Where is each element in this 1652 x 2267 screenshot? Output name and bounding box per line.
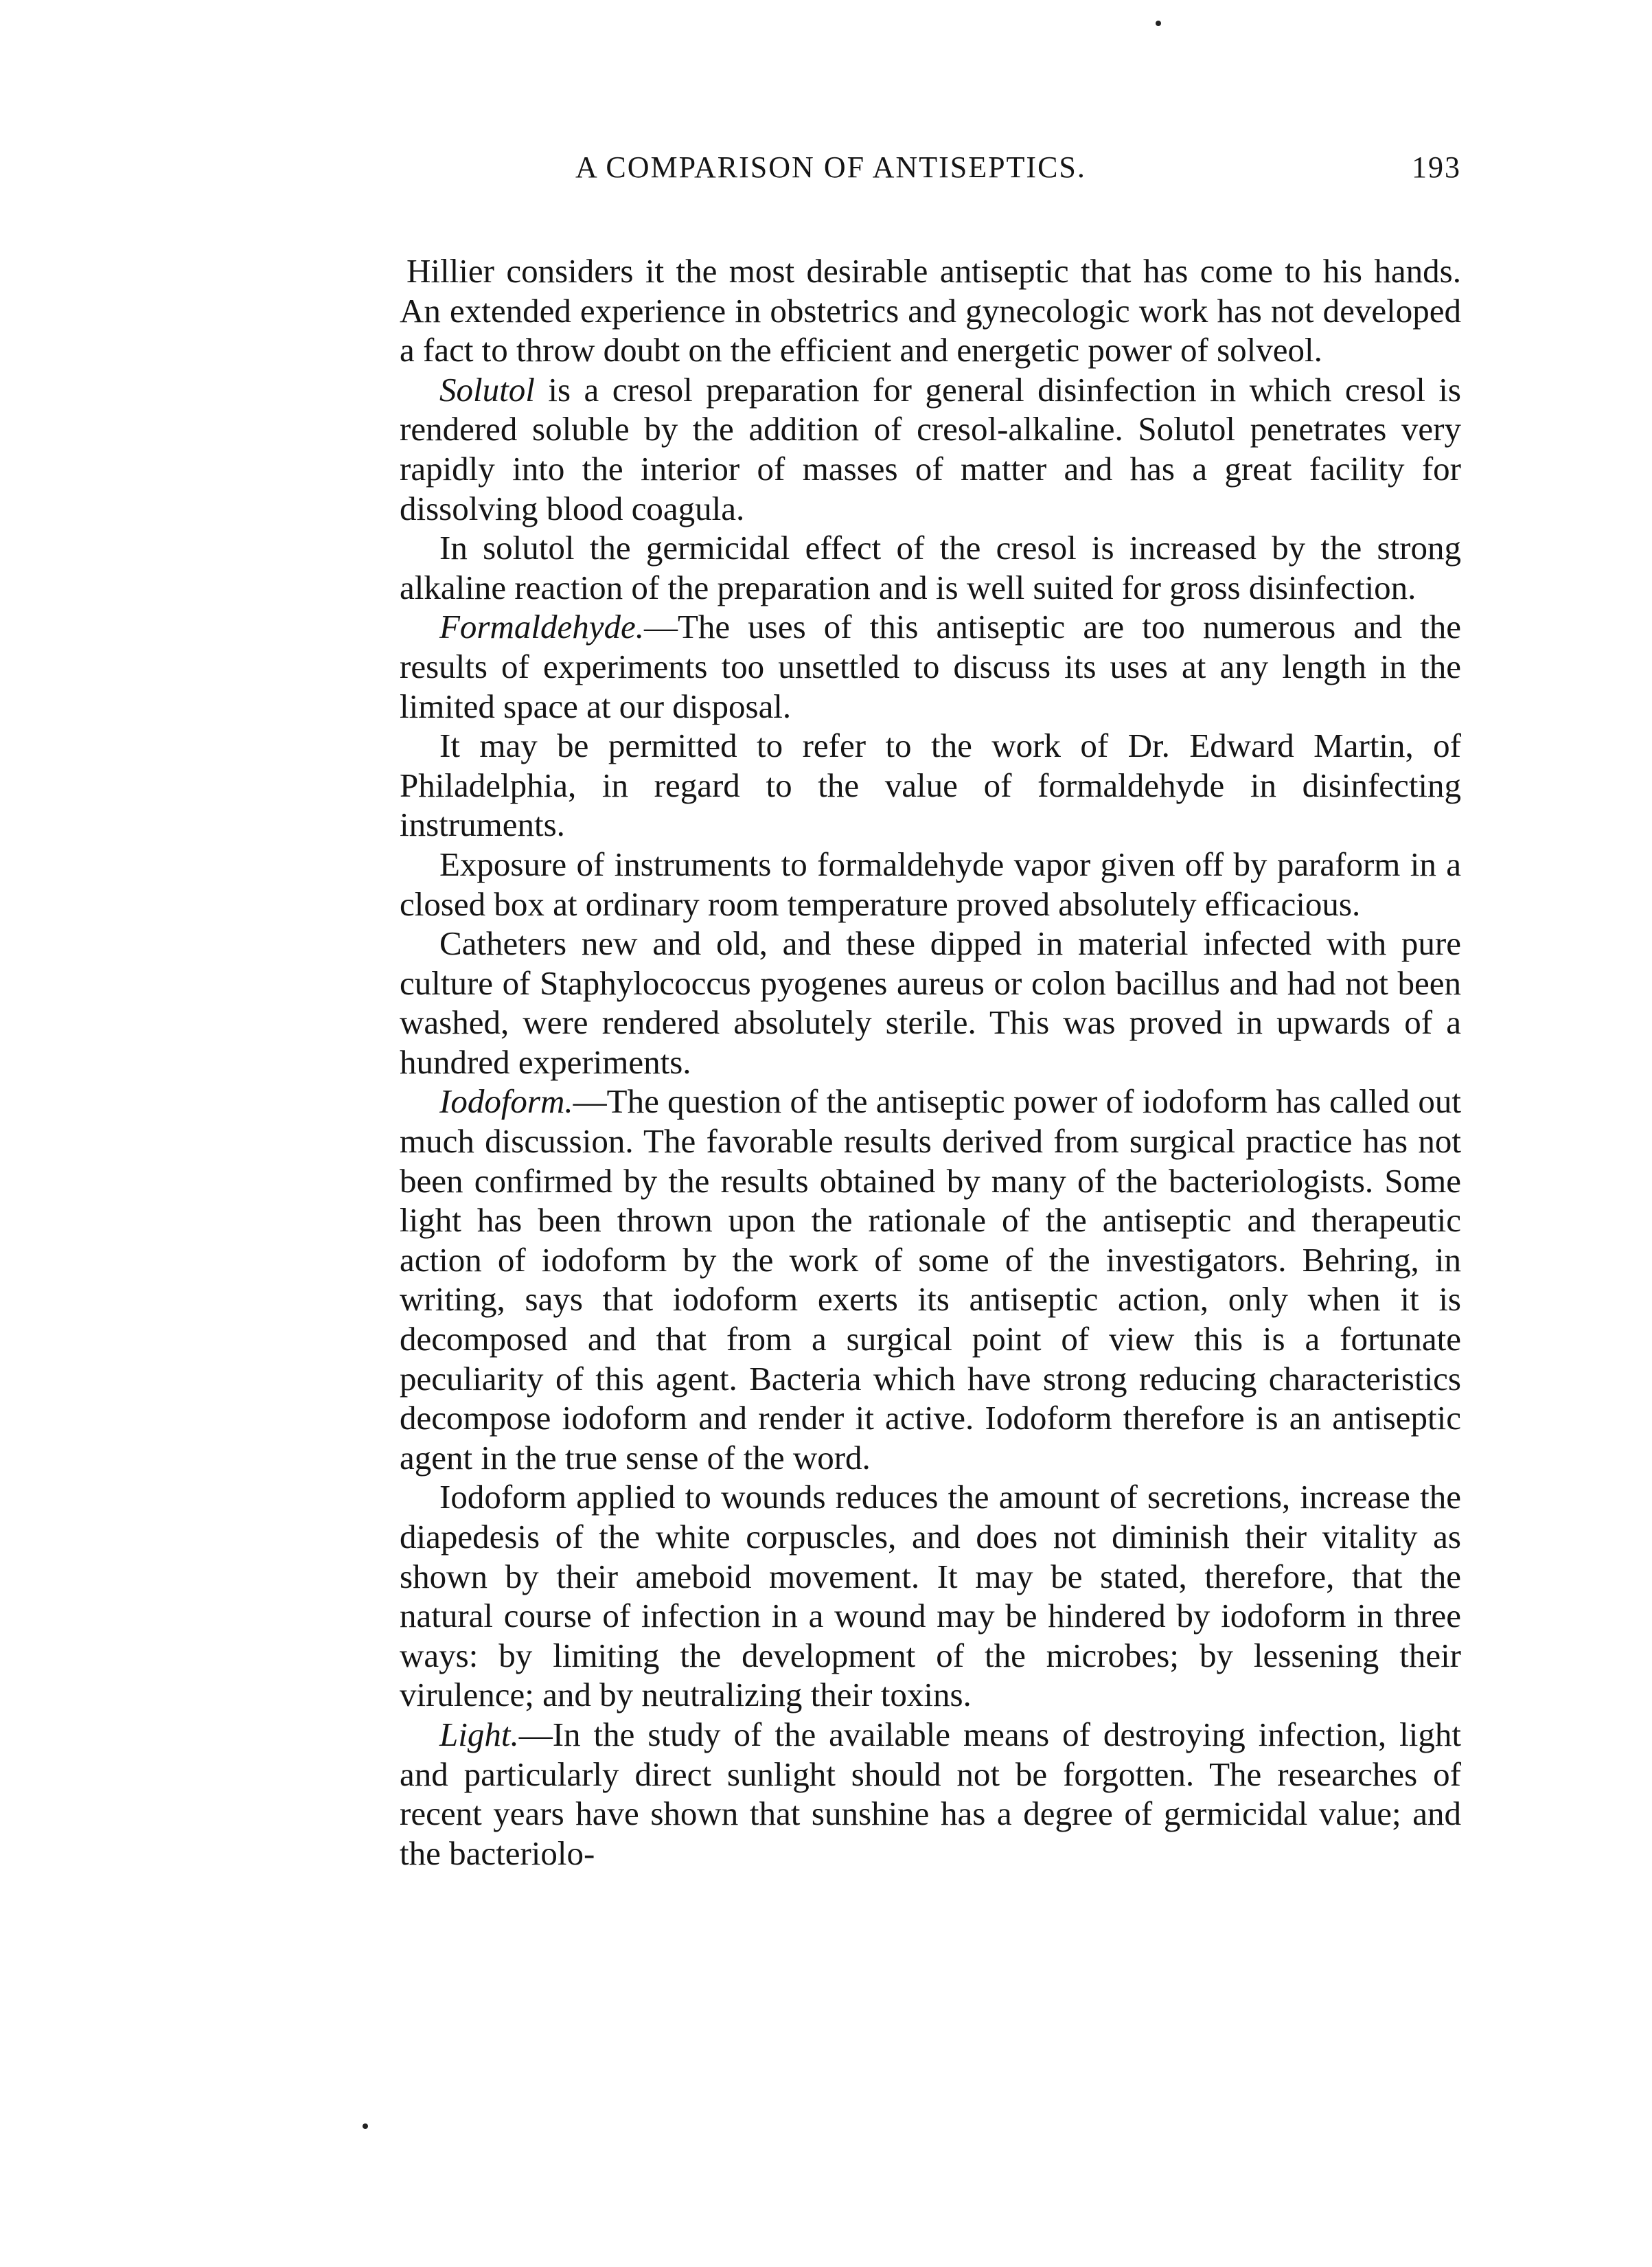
paragraph-text: Iodoform applied to wounds reduces the amount of secretions, increase the diapedesis of the white corpuscles, and does not diminish their vitality as shown by their ameboid movement. It may be stated, therefore, that the natural course of infection in a wound may be hindered by iodoform in three ways: by limiting the development of the microbes; by lessening their virulence; and by neutralizing their toxins. [400, 1478, 1461, 1714]
paragraph-solutol [400, 370, 1461, 528]
paragraph-solutol-effect [400, 528, 1461, 607]
paragraph-text: —The uses of this antiseptic are too numerous and the results of experiments too unsettled to discuss its uses at any length in the limited space at our disposal. [400, 608, 1461, 725]
paragraph-text: Exposure of instruments to formaldehyde vapor given off by paraform in a closed box at ordinary room temperature proved absolutely efficacious. [400, 845, 1461, 923]
paragraph-text: —In the study of the available means of destroying infection, light and particularly direct sunlight should not be forgotten. The researches of recent years have shown that sunshine has a degree of germicidal value; and the bacteriolo- [400, 1715, 1461, 1872]
paragraph-martin [400, 726, 1461, 845]
paragraph-text: Hillier considers it the most desirable antiseptic that has come to his hands. An extended experience in obstetrics and gynecologic work has not developed a fact to throw doubt on the efficient and energetic power of solveol. [400, 252, 1461, 369]
ink-speck [363, 2123, 368, 2129]
paragraph-formaldehyde [400, 607, 1461, 726]
page-number: 193 [1412, 150, 1461, 184]
paragraph-text: —The question of the antiseptic power of iodoform has called out much discussion. The favorable results derived from surgical practice has not been confirmed by the results obtained by many of the bacteriologists. Some light has been thrown upon the rationale of the antiseptic and therapeutic action of iodoform by the work of some of the investigators. Behring, in writing, says that iodoform exerts its antiseptic action, only when it is decomposed and that from a surgical point of view this is a fortunate peculiarity of this agent. Bacteria which have strong reducing characteristics decompose iodoform and render it active. Iodoform therefore is an antiseptic agent in the true sense of the word. [400, 1082, 1461, 1477]
paragraph-heading: Solutol [439, 370, 535, 409]
paragraph-text: Catheters new and old, and these dipped in material infected with pure culture of Staphylococcus pyogenes aureus or colon bacillus and had not been washed, were rendered absolutely sterile. This was proved in upwards of a hundred experiments. [400, 924, 1461, 1081]
paragraph-text: is a cresol preparation for general disinfection in which cresol is rendered soluble by the addition of cresol-alkaline. Solutol penetrates very rapidly into the interior of masses of matter and has a great facility for dissolving blood coagula. [400, 370, 1461, 527]
paragraph-heading: Formaldehyde. [439, 608, 644, 646]
ink-speck [1156, 21, 1161, 26]
paragraph-heading: Iodoform. [439, 1082, 573, 1121]
paragraph-iodoform-wounds [400, 1477, 1461, 1715]
paragraph-iodoform [400, 1082, 1461, 1477]
body-text [400, 251, 1461, 1873]
paragraph-catheters [400, 924, 1461, 1082]
running-header [575, 150, 1461, 198]
paragraph-hillier [400, 251, 1461, 370]
paragraph-text: In solutol the germicidal effect of the cresol is increased by the strong alkaline reaction of the preparation and is well suited for gross disinfection. [400, 529, 1461, 606]
paragraph-light [400, 1715, 1461, 1873]
paragraph-heading: Light. [439, 1715, 519, 1753]
paragraph-exposure [400, 845, 1461, 924]
paragraph-text: It may be permitted to refer to the work of Dr. Edward Martin, of Philadelphia, in regard to the value of formaldehyde in disinfecting instruments. [400, 727, 1461, 844]
running-title: A COMPARISON OF ANTISEPTICS. [575, 150, 1086, 184]
